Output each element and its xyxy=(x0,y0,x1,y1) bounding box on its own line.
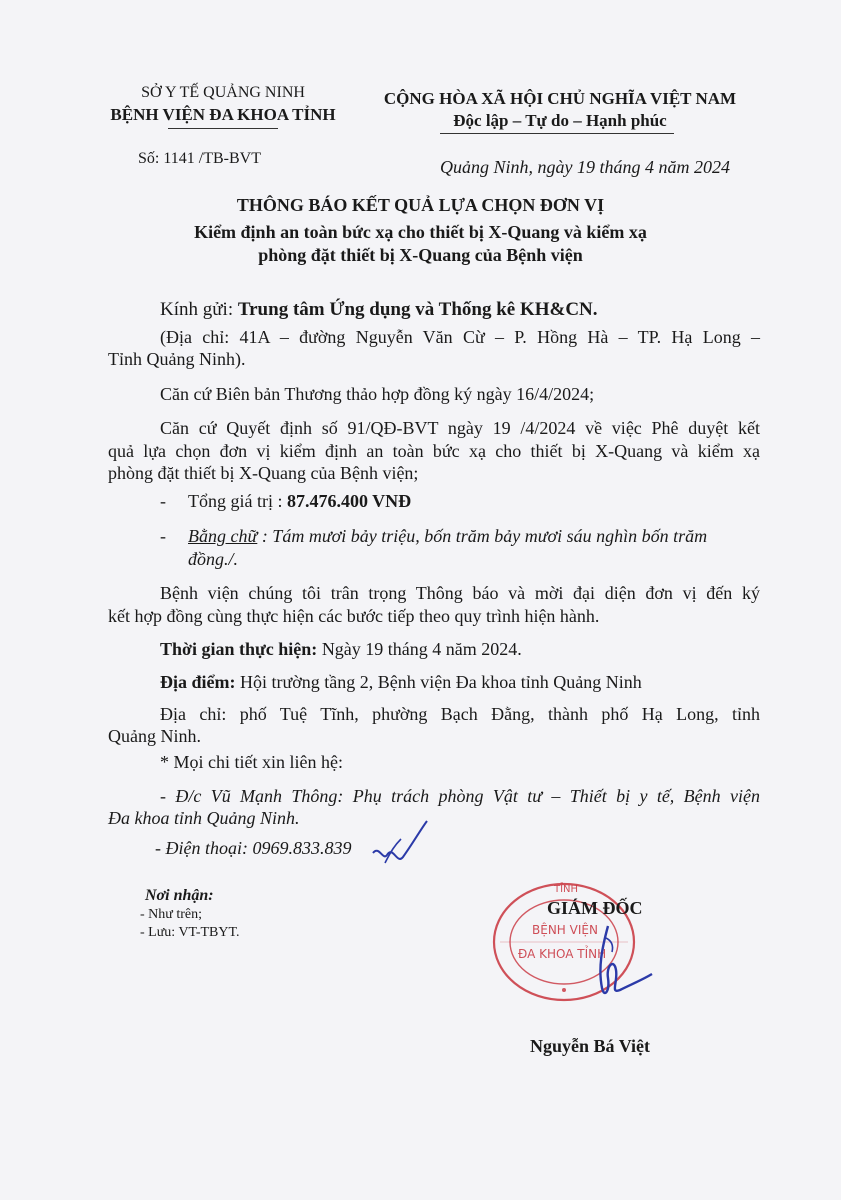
title-line-3: phòng đặt thiết bị X-Quang của Bệnh viện xyxy=(258,245,583,265)
contact-phone: - Điện thoại: 0969.833.839 xyxy=(155,838,352,858)
venue-address-line-1: Địa chỉ: phố Tuệ Tĩnh, phường Bạch Đằng, thành phố Hạ Long, tỉnh xyxy=(160,704,760,724)
notice-line-1: Bệnh viện chúng tôi trân trọng Thông báo và mời đại diện đơn vị đến ký xyxy=(160,583,760,603)
document-date: Quảng Ninh, ngày 19 tháng 4 năm 2024 xyxy=(440,157,730,177)
initial-signature-mark xyxy=(365,815,435,875)
basis-2-line-2: quả lựa chọn đơn vị kiểm định an toàn bức xạ cho thiết bị X-Quang và kiểm xạ xyxy=(108,441,760,461)
hospital-name: BỆNH VIỆN ĐA KHOA TỈNH xyxy=(110,105,336,124)
national-motto: Độc lập – Tự do – Hạnh phúc xyxy=(453,111,667,130)
amount-in-words-text: : Tám mươi bảy triệu, bốn trăm bảy mươi sáu nghìn bốn trăm xyxy=(257,526,708,546)
recipient-label: Kính gửi: xyxy=(160,299,238,320)
place-line xyxy=(160,672,642,693)
seal-line-2: ĐA KHOA TỈNH xyxy=(518,947,607,961)
place-value: Hội trường tầng 2, Bệnh viện Đa khoa tỉnh Quảng Ninh xyxy=(235,672,642,692)
signer-position: GIÁM ĐỐC xyxy=(547,898,643,918)
nation-name: CỘNG HÒA XÃ HỘI CHỦ NGHĨA VIỆT NAM xyxy=(383,89,737,108)
recipients-item-2: - Lưu: VT-TBYT. xyxy=(140,925,240,940)
director-signature xyxy=(580,918,660,1008)
total-label: Tổng giá trị : xyxy=(188,491,287,511)
amount-in-words-line-1: - Bằng chữ : Tám mươi bảy triệu, bốn trăm bảy mươi sáu nghìn bốn trăm xyxy=(160,526,708,546)
title-line-1: THÔNG BÁO KẾT QUẢ LỰA CHỌN ĐƠN VỊ xyxy=(236,195,605,215)
recipients-item-1: - Như trên; xyxy=(140,907,203,922)
recipient-line xyxy=(160,299,598,321)
seal-line-1: BỆNH VIỆN xyxy=(532,923,598,937)
hospital-underline xyxy=(168,128,278,129)
total-amount: 87.476.400 VNĐ xyxy=(286,491,412,511)
basis-2-line-3: phòng đặt thiết bị X-Quang của Bệnh viện; xyxy=(108,463,419,483)
document-number: Số: 1141 /TB-BVT xyxy=(138,150,261,167)
contact-person-line-2: Đa khoa tỉnh Quảng Ninh. xyxy=(108,808,300,828)
contact-person-line-1: - Đ/c Vũ Mạnh Thông: Phụ trách phòng Vật tư – Thiết bị y tế, Bệnh viện xyxy=(160,786,760,806)
agency-name: SỞ Y TẾ QUẢNG NINH xyxy=(141,84,305,101)
recipient-address-line-2: Tỉnh Quảng Ninh). xyxy=(108,349,246,369)
time-label: Thời gian thực hiện: xyxy=(160,639,318,659)
recipient-address-line-1: (Địa chỉ: 41A – đường Nguyễn Văn Cừ – P. Hồng Hà – TP. Hạ Long – xyxy=(160,327,760,347)
recipient-name: Trung tâm Ứng dụng và Thống kê KH&CN. xyxy=(237,299,598,320)
time-line xyxy=(160,639,522,660)
basis-2-line-1: Căn cứ Quyết định số 91/QĐ-BVT ngày 19 /4/2024 về việc Phê duyệt kết xyxy=(160,418,760,438)
amount-in-words-label: Bằng chữ xyxy=(188,526,258,546)
time-value: Ngày 19 tháng 4 năm 2024. xyxy=(317,639,522,659)
motto-underline xyxy=(440,133,674,134)
notice-line-2: kết hợp đồng cùng thực hiện các bước tiếp theo quy trình hiện hành. xyxy=(108,606,600,626)
recipients-heading: Nơi nhận: xyxy=(145,887,214,904)
contact-intro: * Mọi chi tiết xin liên hệ: xyxy=(160,752,343,772)
total-value-line: - Tổng giá trị : 87.476.400 VNĐ xyxy=(160,491,412,511)
place-label: Địa điểm: xyxy=(160,672,236,692)
seal-top-text: TỈNH xyxy=(554,884,579,895)
amount-in-words-line-2: đồng./. xyxy=(188,549,239,569)
title-line-2: Kiểm định an toàn bức xạ cho thiết bị X-Quang và kiểm xạ xyxy=(194,222,647,242)
signer-name: Nguyễn Bá Việt xyxy=(530,1036,651,1056)
basis-1: Căn cứ Biên bản Thương thảo hợp đồng ký ngày 16/4/2024; xyxy=(160,384,595,404)
venue-address-line-2: Quảng Ninh. xyxy=(108,726,201,746)
